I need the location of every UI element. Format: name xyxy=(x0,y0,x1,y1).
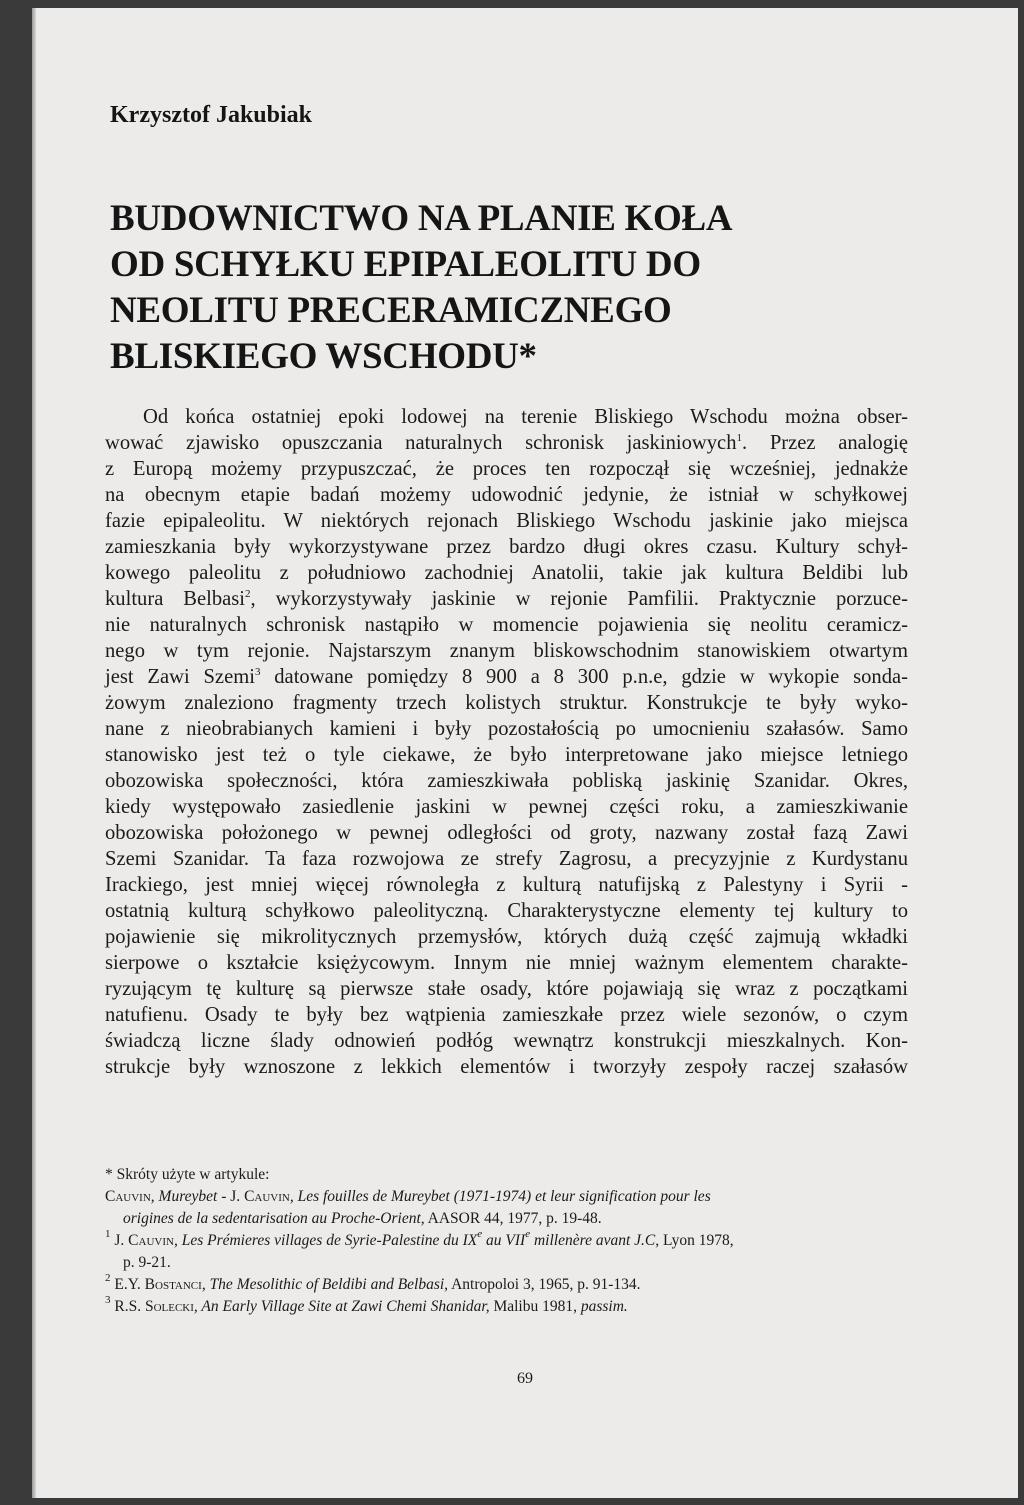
body-line: stanowisko jest też o tyle ciekawe, że było interpretowane jako miejsce letniego xyxy=(105,744,908,766)
title-line: BUDOWNICTWO NA PLANIE KOŁA xyxy=(110,198,733,239)
footnote-abbrev-entry-cont: origines de la sedentarisation au Proche-Orient, AASOR 44, 1977, p. 19-48. xyxy=(123,1210,602,1227)
body-line: żowym znaleziono fragmenty trzech kolistych struktur. Konstrukcje te były wyko- xyxy=(105,692,908,714)
body-line: jest Zawi Szemi$^3$ datowane pomiędzy 8 900 a 8 300 p.n.e, gdzie w wykopie sonda- xyxy=(105,666,909,688)
document-page xyxy=(32,8,1018,1498)
body-line: Od końca ostatniej epoki lodowej na terenie Bliskiego Wschodu można obser- xyxy=(143,406,908,428)
body-text xyxy=(105,404,908,1080)
body-line: wować zjawisko opuszczania naturalnych schronisk jaskiniowych$^1$. Przez analogię xyxy=(105,432,908,454)
body-line: fazie epipaleolitu. W niektórych rejonach Bliskiego Wschodu jaskinie jako miejsca xyxy=(105,510,908,532)
footnote-1: $^1$ J. Cauvin, Les Prémieres villages de Syrie-Palestine du IXe au VIIe millenère avant J.C, Lyon 1978, xyxy=(105,1228,734,1249)
body-line: natufienu. Osady te były bez wątpienia zamieszkałe przez wiele sezonów, o czym xyxy=(105,1004,908,1026)
footnote-abbrev-entry: Cauvin, Mureybet - J. Cauvin, Les fouilles de Mureybet (1971-1974) et leur signification pour les xyxy=(105,1188,711,1205)
body-line: Irackiego, jest mniej więcej równoległa z kulturą natufijską z Palestyny i Syrii - xyxy=(105,874,908,896)
body-line: pojawienie się mikrolitycznych przemysłów, których dużą część zajmują wkładki xyxy=(105,926,908,948)
footnote-2: $^2$ E.Y. Bostanci, The Mesolithic of Beldibi and Belbasi, Antropoloi 3, 1965, p. 91-134. xyxy=(105,1272,641,1293)
title-line: OD SCHYŁKU EPIPALEOLITU DO xyxy=(110,244,701,285)
body-line: nego w tym rejonie. Najstarszym znanym bliskowschodnim stanowiskiem otwartym xyxy=(105,640,908,662)
title-line: BLISKIEGO WSCHODU* xyxy=(110,336,537,377)
body-line: strukcje były wznoszone z lekkich elementów i tworzyły zespoły raczej szałasów xyxy=(105,1056,908,1078)
body-line: sierpowe o kształcie księżycowym. Innym nie mniej ważnym elementem charakte- xyxy=(105,952,908,974)
body-line: ryzującym tę kulturę są pierwsze stałe osady, które pojawiają się wraz z początkami xyxy=(105,978,908,1000)
body-line: z Europą możemy przypuszczać, że proces ten rozpoczął się wcześniej, jednakże xyxy=(105,458,908,480)
footnote-ref: 2 xyxy=(245,588,251,600)
article-title xyxy=(110,196,810,380)
body-line: obozowiska położonego w pewnej odległości od groty, nazwany został fazą Zawi xyxy=(105,822,908,844)
body-line: zamieszkania były wykorzystywane przez bardzo długi okres czasu. Kultury schył- xyxy=(105,536,908,558)
footnote-ref: 3 xyxy=(254,666,261,678)
body-line: obozowiska społeczności, która zamieszkiwała pobliską jaskinię Szanidar. Okres, xyxy=(105,770,908,792)
author-name: Krzysztof Jakubiak xyxy=(110,102,313,128)
body-line: ostatnią kulturą schyłkowo paleolityczną. Charakterystyczne elementy tej kultury to xyxy=(105,900,908,922)
footnote-abbrev-heading: * Skróty użyte w artykule: xyxy=(105,1166,270,1183)
title-line: NEOLITU PRECERAMICZNEGO xyxy=(110,290,672,331)
body-line: świadczą liczne ślady odnowień podłóg wewnątrz konstrukcji mieszkalnych. Kon- xyxy=(105,1030,908,1052)
footnote-1-cont: p. 9-21. xyxy=(123,1254,171,1271)
body-line: kiedy występowało zasiedlenie jaskini w pewnej części roku, a zamieszkiwanie xyxy=(105,796,908,818)
body-line: kowego paleolitu z południowo zachodniej Anatolii, takie jak kultura Beldibi lub xyxy=(105,562,908,584)
body-line: Szemi Szanidar. Ta faza rozwojowa ze strefy Zagrosu, a precyzyjnie z Kurdystanu xyxy=(105,848,908,870)
page-number: 69 xyxy=(517,1370,533,1387)
body-line: na obecnym etapie badań możemy udowodnić jedynie, że istniał w schyłkowej xyxy=(105,484,908,506)
footnotes xyxy=(105,1164,908,1318)
body-line: nie naturalnych schronisk nastąpiło w momencie pojawienia się neolitu ceramicz- xyxy=(105,614,908,636)
body-line: kultura Belbasi$^2$, wykorzystywały jaskinie w rejonie Pamfilii. Praktycznie porzuce- xyxy=(105,588,908,610)
footnote-3: $^3$ R.S. Solecki, An Early Village Site at Zawi Chemi Shanidar, Malibu 1981, passim. xyxy=(105,1294,628,1315)
footnote-ref: 1 xyxy=(736,432,742,444)
body-line: nane z nieobrabianych kamieni i były pozostałością po umocnieniu szałasów. Samo xyxy=(105,718,908,740)
